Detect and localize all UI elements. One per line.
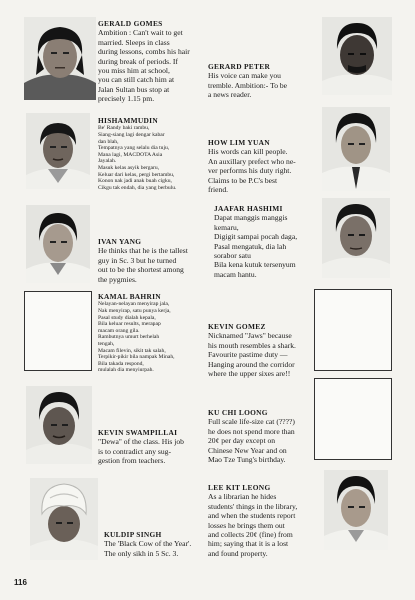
entry-how-lim-yuan (208, 138, 318, 194)
name-ivan-yang: IVAN YANG (98, 237, 142, 246)
entry-kevin-swampillai (98, 428, 208, 466)
entry-ivan-yang (98, 237, 208, 284)
entry-jaafar-hashimi (214, 204, 318, 279)
photo-lee-kit-leong (324, 470, 388, 550)
entry-kuldip-singh (104, 530, 210, 558)
entry-gerald-gomes (98, 19, 204, 104)
entry-hishammudin (98, 116, 208, 191)
text-how-lim-yuan: His words can kill people. An auxillary prefect who ne- ver performs his duty right. Claims to be P.C's best friend. (208, 147, 296, 195)
text-kamal-bahrin: Nelayan-nelayan menyirap jala, Nak menyirap, satu punya kerja, Pasal study dialah kepala, Bila keluar results, merapap macam orang gila. Rambutnya umurt berhelah tengah, Macam filevin, sikit tak salah, Terpikir-pikir bila nampak Minah, Bila takada respond, mulalah dia menyiurpah. (98, 301, 175, 374)
text-lee-kit-leong: As a librarian he hides students' things in the library, and when the students report losses he brings them out and collects 20¢ (fine) from him; saying that it is a lost and found property. (208, 492, 298, 558)
name-kamal-bahrin: KAMAL BAHRIN (98, 292, 161, 301)
photo-ivan-yang (26, 205, 90, 283)
photo-kevin-swampillai (26, 386, 92, 464)
text-gerard-peter: His voice can make you tremble. Ambition:- To be a news reader. (208, 71, 288, 100)
photo-jaafar-hashimi (322, 198, 390, 278)
photo-kuldip-singh (30, 478, 98, 560)
name-ku-chi-loong: KU CHI LOONG (208, 408, 268, 417)
text-jaafar-hashimi: Dapat manggis manggis kemaru, Digigit sampai pocah daga, Pasal mengatuk, dia lah sorabor satu Bila kena kutuk tersenyum macam hantu. (214, 213, 298, 279)
name-kevin-gomez: KEVIN GOMEZ (208, 322, 266, 331)
entry-gerard-peter (208, 62, 318, 100)
text-hishammudin: Be' Randy baki rambu, Siang-siang lagi dengar kabar dan blah, Tempatnya yang selalu dia tuju, Mana lagi, MACDOTA Asia Jayalah. Masuk kelas asyik bergaru, Keluar dari kelas, pergi bertambu, Konon nak jadi anak buah cigku, Cikgu tak endah, dia yang berbulu. (98, 125, 177, 191)
name-hishammudin: HISHAMMUDIN (98, 116, 158, 125)
text-kuldip-singh: The 'Black Cow of the Year'. The only sikh in 5 Sc. 3. (104, 539, 192, 558)
photo-how-lim-yuan (322, 107, 390, 191)
name-kuldip-singh: KULDIP SINGH (104, 530, 162, 539)
photo-placeholder-ku-chi-loong (314, 378, 392, 460)
entry-ku-chi-loong (208, 408, 314, 464)
photo-placeholder-kamal (24, 291, 92, 371)
text-ivan-yang: He thinks that he is the tallest guy in Sc. 3 but he turned out to be the shortest among the pygmies. (98, 246, 188, 284)
photo-gerard-peter (322, 17, 392, 95)
name-how-lim-yuan: HOW LIM YUAN (208, 138, 270, 147)
entry-kamal-bahrin (98, 292, 208, 374)
page-number: 116 (14, 578, 27, 587)
name-gerald-gomes: GERALD GOMES (98, 19, 163, 28)
text-kevin-swampillai: "Dewa" of the class. His job is to contradict any sug- gestion from teachers. (98, 437, 184, 466)
photo-placeholder-kevin-gomez (314, 289, 392, 371)
text-ku-chi-loong: Full scale life-size cat (????) he does not spend more than 20¢ per day except on Chinese New Year and on Mao Tze Tung's birthday. (208, 417, 295, 465)
name-kevin-swampillai: KEVIN SWAMPILLAI (98, 428, 178, 437)
text-kevin-gomez: Nicknamed "Jaws" because his mouth resembles a shark. Favourite pastime duty — Hanging around the corridor where the upper sixes are!! (208, 331, 296, 379)
photo-gerald-gomes (24, 17, 96, 100)
text-gerald-gomes: Ambition : Can't wait to get married. Sleeps in class during lessons, combs his hair during break of periods. If you miss him at school, you can still catch him at Jalan Sultan bus stop at precisely 1.15 pm. (98, 28, 190, 104)
name-jaafar-hashimi: JAAFAR HASHIMI (214, 204, 283, 213)
entry-kevin-gomez (208, 322, 314, 378)
photo-hishammudin (26, 113, 90, 189)
name-lee-kit-leong: LEE KIT LEONG (208, 483, 271, 492)
entry-lee-kit-leong (208, 483, 320, 558)
name-gerard-peter: GERARD PETER (208, 62, 271, 71)
